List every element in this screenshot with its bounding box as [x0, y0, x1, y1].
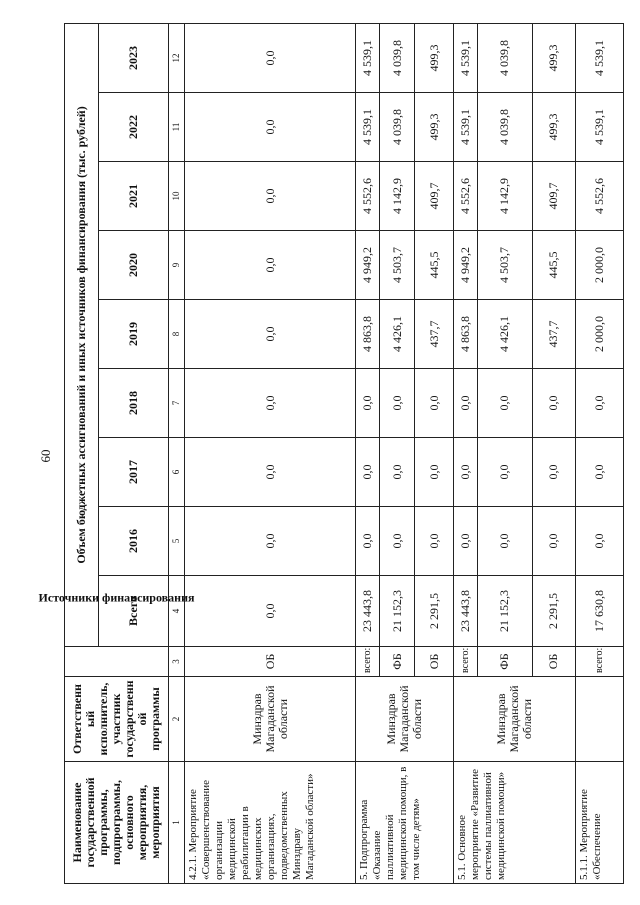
- row-executor: Минздрав Магаданской области: [454, 677, 576, 762]
- row-value: 0,0: [415, 438, 454, 507]
- row-value: 0,0: [380, 369, 415, 438]
- row-value: 4 503,7: [478, 231, 532, 300]
- row-value: 23 443,8: [454, 576, 478, 647]
- row-value: 4 539,1: [454, 93, 478, 162]
- header-year: 2020: [99, 231, 169, 300]
- table-row: [356, 23, 380, 883]
- row-value: 0,0: [356, 438, 380, 507]
- row-value: 4 039,8: [380, 93, 415, 162]
- row-value: 0,0: [184, 231, 356, 300]
- header-executor: Ответственный исполнитель, участник государственной программы: [65, 677, 169, 762]
- header-year: 2019: [99, 300, 169, 369]
- row-value: 445,5: [532, 231, 576, 300]
- header-source-text: Источники финансирования: [38, 590, 195, 605]
- row-executor: Минздрав Магаданской области: [356, 677, 454, 762]
- col-number: 1: [169, 762, 184, 884]
- row-value: 4 552,6: [454, 162, 478, 231]
- header-name: Наименование государственной программы, подпрограммы, основного мероприятия, мероприятия: [65, 762, 169, 884]
- row-name: 5.1. Основное мероприятие «Развитие системы паллиативной медицинской помощи»: [454, 762, 576, 884]
- header-year: 2018: [99, 369, 169, 438]
- col-number: 7: [169, 369, 184, 438]
- row-source: ОБ: [415, 647, 454, 677]
- header-funding-group: Объем бюджетных ассигнований и иных источников финансирования (тыс. рублей): [65, 23, 99, 646]
- row-executor: [576, 677, 624, 762]
- row-value: 0,0: [184, 300, 356, 369]
- row-source: всего:: [454, 647, 478, 677]
- row-value: 499,3: [532, 93, 576, 162]
- col-number: 9: [169, 231, 184, 300]
- row-source: ФБ: [478, 647, 532, 677]
- row-value: 4 039,8: [478, 93, 532, 162]
- row-value: 2 291,5: [415, 576, 454, 647]
- row-value: 4 539,1: [356, 23, 380, 92]
- table-row: [576, 23, 624, 883]
- col-number: 8: [169, 300, 184, 369]
- row-value: 0,0: [380, 438, 415, 507]
- table-row: [454, 23, 478, 883]
- row-value: 0,0: [478, 369, 532, 438]
- row-value: 23 443,8: [356, 576, 380, 647]
- row-value: 499,3: [415, 93, 454, 162]
- row-value: 0,0: [576, 369, 624, 438]
- row-source: всего:: [356, 647, 380, 677]
- row-value: 4 863,8: [356, 300, 380, 369]
- row-value: 0,0: [380, 507, 415, 576]
- row-name: 5. Подпрограмма «Оказание паллиативной медицинской помощи, в том числе детям»: [356, 762, 454, 884]
- header-year: 2017: [99, 438, 169, 507]
- header-year: 2022: [99, 93, 169, 162]
- row-value: 0,0: [184, 23, 356, 92]
- row-value: 0,0: [576, 438, 624, 507]
- row-value: 0,0: [454, 507, 478, 576]
- header-year: 2021: [99, 162, 169, 231]
- row-value: 409,7: [415, 162, 454, 231]
- row-value: 4 426,1: [380, 300, 415, 369]
- col-number: 3: [169, 647, 184, 677]
- row-value: 0,0: [415, 369, 454, 438]
- row-value: 4 552,6: [576, 162, 624, 231]
- row-value: 0,0: [184, 369, 356, 438]
- row-value: 0,0: [454, 369, 478, 438]
- table-row: [184, 23, 356, 883]
- col-number: 2: [169, 677, 184, 762]
- row-value: 0,0: [478, 507, 532, 576]
- col-number: 11: [169, 93, 184, 162]
- col-number: 4: [169, 576, 184, 647]
- row-value: 437,7: [415, 300, 454, 369]
- row-value: 4 039,8: [478, 23, 532, 92]
- row-value: 0,0: [532, 369, 576, 438]
- row-value: 499,3: [415, 23, 454, 92]
- row-executor: Минздрав Магаданской области: [184, 677, 356, 762]
- row-name: 4.2.1. Мероприятие «Совершенствование организации медицинской реабилитации в медицинских организациях, подведомственных Минздраву Магаданской области»: [184, 762, 356, 884]
- row-value: 0,0: [184, 93, 356, 162]
- row-value: 4 539,1: [454, 23, 478, 92]
- row-value: 4 552,6: [356, 162, 380, 231]
- row-value: 4 142,9: [380, 162, 415, 231]
- row-value: 0,0: [454, 438, 478, 507]
- row-value: 21 152,3: [380, 576, 415, 647]
- row-value: 0,0: [532, 438, 576, 507]
- row-value: 2 000,0: [576, 300, 624, 369]
- row-value: 409,7: [532, 162, 576, 231]
- col-number: 5: [169, 507, 184, 576]
- row-value: 21 152,3: [478, 576, 532, 647]
- row-value: 4 539,1: [356, 93, 380, 162]
- row-value: 0,0: [184, 162, 356, 231]
- page-number: 60: [38, 449, 53, 463]
- row-source: ФБ: [380, 647, 415, 677]
- row-value: 2 291,5: [532, 576, 576, 647]
- col-number: 10: [169, 162, 184, 231]
- row-value: 17 630,8: [576, 576, 624, 647]
- row-value: 0,0: [184, 576, 356, 647]
- row-value: 4 863,8: [454, 300, 478, 369]
- row-value: 0,0: [576, 507, 624, 576]
- row-value: 445,5: [415, 231, 454, 300]
- row-value: 499,3: [532, 23, 576, 92]
- row-value: 0,0: [184, 507, 356, 576]
- row-value: 4 539,1: [576, 93, 624, 162]
- row-value: 437,7: [532, 300, 576, 369]
- row-value: 0,0: [184, 438, 356, 507]
- row-value: 0,0: [532, 507, 576, 576]
- row-name: 5.1.1. Мероприятие «Обеспечение: [576, 762, 624, 884]
- row-value: 0,0: [356, 369, 380, 438]
- row-source: ОБ: [184, 647, 356, 677]
- header-year: 2016: [99, 507, 169, 576]
- row-value: 4 426,1: [478, 300, 532, 369]
- row-source: всего:: [576, 647, 624, 677]
- header-total: Всего: [99, 576, 169, 647]
- header-year: 2023: [99, 23, 169, 92]
- row-value: 4 949,2: [454, 231, 478, 300]
- row-value: 4 142,9: [478, 162, 532, 231]
- row-value: 0,0: [478, 438, 532, 507]
- row-value: 2 000,0: [576, 231, 624, 300]
- row-value: 0,0: [415, 507, 454, 576]
- row-value: 4 503,7: [380, 231, 415, 300]
- col-number: 6: [169, 438, 184, 507]
- row-value: 4 949,2: [356, 231, 380, 300]
- row-value: 4 539,1: [576, 23, 624, 92]
- row-source: ОБ: [532, 647, 576, 677]
- row-value: 4 039,8: [380, 23, 415, 92]
- row-value: 0,0: [356, 507, 380, 576]
- col-number: 12: [169, 23, 184, 92]
